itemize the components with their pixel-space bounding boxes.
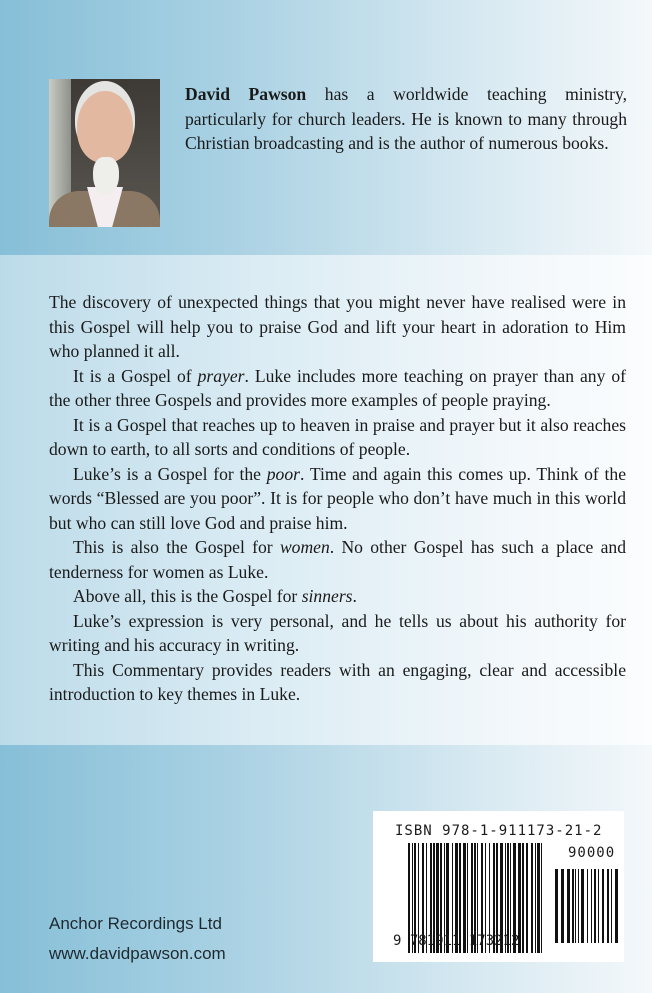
paragraph-sinners: Above all, this is the Gospel for sinners.	[73, 586, 357, 606]
author-bio-text: has a worldwide teaching ministry, particularly for church leaders. He is known to many through Christian broadcasting and is the author of numerous books.	[185, 84, 627, 154]
author-name: David Pawson	[185, 84, 307, 104]
paragraph-personal: Luke’s expression is very personal, and he tells us about his authority for writing and his accuracy in writing.	[49, 610, 626, 655]
book-description	[49, 290, 626, 707]
paragraph-women: This is also the Gospel for women. No other Gospel has such a place and tenderness for women as Luke.	[49, 537, 626, 582]
publisher-name: Anchor Recordings Ltd	[49, 914, 222, 933]
paragraph-heaven: It is a Gospel that reaches up to heaven in praise and prayer but it also reaches down to earth, to all sorts and conditions of people.	[49, 414, 626, 459]
author-bio	[185, 82, 627, 156]
author-photo	[49, 79, 160, 227]
isbn-barcode	[373, 811, 624, 962]
paragraph-poor: Luke’s is a Gospel for the poor. Time and again this comes up. Think of the words “Blessed are you poor”. It is for people who don’t have much in this world but who can still love God and praise him.	[49, 463, 626, 533]
paragraph-intro: The discovery of unexpected things that you might never have realised were in this Gospel will help you to praise God and lift your heart in adoration to Him who planned it all.	[49, 292, 626, 361]
barcode-digits: 9 781911 173212	[393, 933, 520, 949]
paragraph-prayer: It is a Gospel of prayer. Luke includes more teaching on prayer than any of the other three Gospels and provides more examples of people praying.	[49, 365, 626, 410]
isbn-label: ISBN 978-1-911173-21-2	[395, 823, 603, 839]
paragraph-commentary: This Commentary provides readers with an engaging, clear and accessible introduction to key themes in Luke.	[49, 659, 626, 704]
barcode-addon: 90000	[568, 845, 616, 861]
publisher-website[interactable]: www.davidpawson.com	[49, 944, 226, 963]
